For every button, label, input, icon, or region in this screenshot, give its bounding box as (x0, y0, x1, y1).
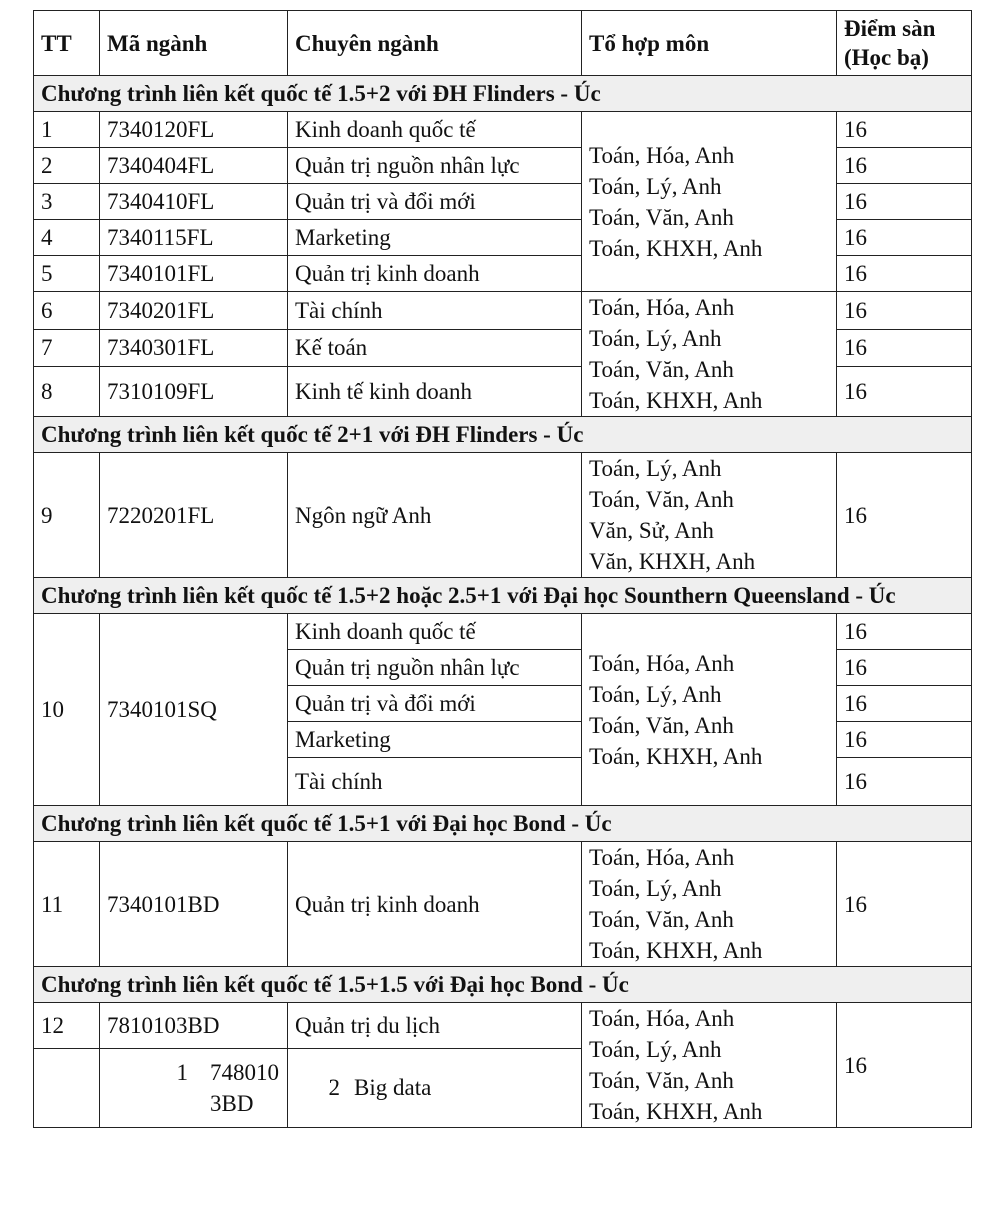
major-label: Big data (354, 1075, 432, 1101)
combo-line: Toán, Văn, Anh (589, 204, 734, 230)
code-line: 3BD (210, 1090, 254, 1116)
row-tt: 10 (34, 614, 100, 806)
row-code: 7310109FL (100, 367, 288, 417)
combo-line: Toán, Lý, Anh (589, 326, 722, 351)
header-tt: TT (34, 11, 100, 76)
section-row (34, 806, 972, 842)
combo-line: Toán, Hóa, Anh (589, 142, 735, 168)
combo-line: Văn, KHXH, Anh (589, 549, 756, 574)
row-combo (582, 453, 837, 578)
row-major: Marketing (288, 722, 582, 758)
row-major: Quản trị nguồn nhân lực (288, 650, 582, 686)
row-code: 7340410FL (100, 184, 288, 220)
combo-line: Toán, Hóa, Anh (589, 1006, 735, 1031)
combo-line: Văn, Sử, Anh (589, 518, 714, 543)
row-combo (582, 614, 837, 806)
header-major: Chuyên ngành (288, 11, 582, 76)
row-combo (582, 112, 837, 292)
row-score: 16 (837, 842, 972, 967)
header-combo: Tổ hợp môn (582, 11, 837, 76)
row-major: Ngôn ngữ Anh (288, 453, 582, 578)
section-title: Chương trình liên kết quốc tế 1.5+2 hoặc 2.5+1 với Đại học Sounthern Queensland - Úc (34, 578, 972, 614)
code-line: 748010 (210, 1059, 279, 1085)
row-score: 16 (837, 184, 972, 220)
row-major: Quản trị và đổi mới (288, 184, 582, 220)
combo-line: Toán, Hóa, Anh (589, 845, 735, 870)
row-code: 7340115FL (100, 220, 288, 256)
row-major: Quản trị du lịch (288, 1003, 582, 1049)
section-title: Chương trình liên kết quốc tế 2+1 với ĐH Flinders - Úc (34, 417, 972, 453)
combo-line: Toán, Văn, Anh (589, 712, 734, 738)
row-major: Quản trị kinh doanh (288, 842, 582, 967)
row-major: Quản trị kinh doanh (288, 256, 582, 292)
section-row (34, 578, 972, 614)
row-tt: 11 (34, 842, 100, 967)
header-score-line2: (Học bạ) (844, 45, 929, 70)
section-row (34, 967, 972, 1003)
row-score: 16 (837, 650, 972, 686)
row-tt: 2 (34, 148, 100, 184)
row-major: Kinh doanh quốc tế (288, 614, 582, 650)
row-code: 7340101FL (100, 256, 288, 292)
row-code: 7340404FL (100, 148, 288, 184)
combo-line: Toán, KHXH, Anh (589, 235, 763, 261)
combo-line: Toán, Lý, Anh (589, 1037, 722, 1062)
section-title: Chương trình liên kết quốc tế 1.5+2 với ĐH Flinders - Úc (34, 76, 972, 112)
table-row (34, 112, 972, 148)
list-number: 1 (176, 1059, 188, 1085)
combo-line: Toán, KHXH, Anh (589, 938, 763, 963)
combo-line: Toán, Lý, Anh (589, 876, 722, 901)
combo-line: Toán, Văn, Anh (589, 907, 734, 932)
section-title: Chương trình liên kết quốc tế 1.5+1.5 với Đại học Bond - Úc (34, 967, 972, 1003)
list-number: 2 (328, 1075, 340, 1101)
row-major: Marketing (288, 220, 582, 256)
row-tt: 4 (34, 220, 100, 256)
header-score (837, 11, 972, 76)
row-code: 7340301FL (100, 329, 288, 367)
table-row (34, 1003, 972, 1049)
combo-line: Toán, Lý, Anh (589, 456, 722, 481)
row-tt-empty (34, 1048, 100, 1127)
row-score: 16 (837, 367, 972, 417)
row-major: Kinh doanh quốc tế (288, 112, 582, 148)
row-score: 16 (837, 220, 972, 256)
row-major: Quản trị nguồn nhân lực (288, 148, 582, 184)
row-score: 16 (837, 292, 972, 330)
row-tt: 12 (34, 1003, 100, 1049)
section-row (34, 76, 972, 112)
row-code: 7810103BD (100, 1003, 288, 1049)
row-major: Kế toán (288, 329, 582, 367)
row-code: 7340201FL (100, 292, 288, 330)
table-row (34, 453, 972, 578)
combo-line: Toán, Hóa, Anh (589, 295, 735, 320)
table-row (34, 842, 972, 967)
combo-line: Toán, Văn, Anh (589, 357, 734, 382)
row-tt: 3 (34, 184, 100, 220)
row-combo (582, 1003, 837, 1128)
row-tt: 8 (34, 367, 100, 417)
row-major: Tài chính (288, 292, 582, 330)
row-score: 16 (837, 614, 972, 650)
row-code (100, 1048, 288, 1127)
combo-line: Toán, KHXH, Anh (589, 1099, 763, 1124)
row-major: Tài chính (288, 758, 582, 806)
combo-line: Toán, Lý, Anh (589, 173, 722, 199)
row-score: 16 (837, 1003, 972, 1128)
row-score: 16 (837, 256, 972, 292)
row-code: 7340120FL (100, 112, 288, 148)
table-row (34, 614, 972, 650)
section-title: Chương trình liên kết quốc tế 1.5+1 với Đại học Bond - Úc (34, 806, 972, 842)
row-tt: 5 (34, 256, 100, 292)
row-score: 16 (837, 686, 972, 722)
combo-line: Toán, KHXH, Anh (589, 388, 763, 413)
row-tt: 1 (34, 112, 100, 148)
row-score: 16 (837, 112, 972, 148)
row-score: 16 (837, 329, 972, 367)
row-tt: 7 (34, 329, 100, 367)
header-row (34, 11, 972, 76)
row-code: 7340101BD (100, 842, 288, 967)
row-tt: 9 (34, 453, 100, 578)
row-score: 16 (837, 758, 972, 806)
row-score: 16 (837, 722, 972, 758)
row-major (288, 1048, 582, 1127)
combo-line: Toán, Hóa, Anh (589, 650, 735, 676)
row-major: Quản trị và đổi mới (288, 686, 582, 722)
row-tt: 6 (34, 292, 100, 330)
row-combo (582, 292, 837, 417)
row-major: Kinh tế kinh doanh (288, 367, 582, 417)
admission-table (33, 10, 972, 1128)
header-score-line1: Điểm sàn (844, 16, 936, 41)
combo-line: Toán, Lý, Anh (589, 681, 722, 707)
row-code: 7340101SQ (100, 614, 288, 806)
combo-line: Toán, Văn, Anh (589, 487, 734, 512)
row-code: 7220201FL (100, 453, 288, 578)
row-score: 16 (837, 453, 972, 578)
combo-line: Toán, KHXH, Anh (589, 743, 763, 769)
row-score: 16 (837, 148, 972, 184)
table-row (34, 292, 972, 330)
section-row (34, 417, 972, 453)
combo-line: Toán, Văn, Anh (589, 1068, 734, 1093)
row-combo (582, 842, 837, 967)
header-code: Mã ngành (100, 11, 288, 76)
